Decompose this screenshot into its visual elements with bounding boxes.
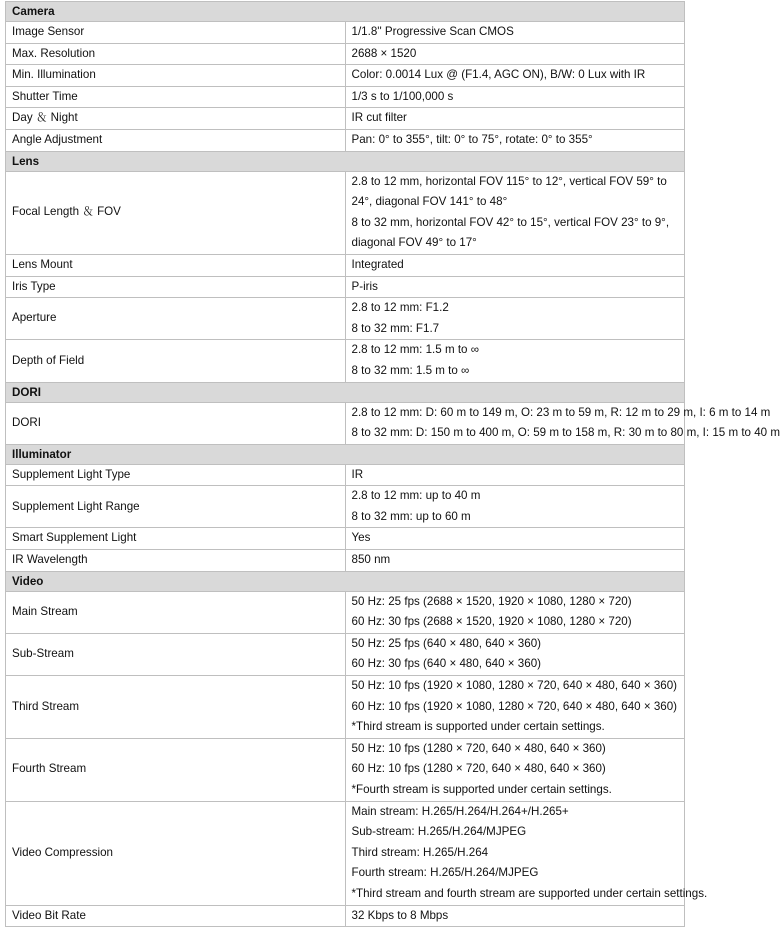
spec-value (345, 65, 685, 87)
spec-value (345, 633, 685, 675)
spec-value-line: 1/1.8'' Progressive Scan CMOS (351, 25, 514, 38)
section-header-row (6, 571, 685, 591)
spec-value-line: IR (351, 467, 364, 481)
spec-label: Video Bit Rate (6, 905, 346, 927)
table-row (6, 528, 685, 550)
spec-value-line: 2.8 to 12 mm, horizontal FOV 115° to 12°, vertical FOV 59° to 24°, diagonal FOV 141° to 48° (351, 174, 667, 209)
spec-value-line: 60 Hz: 30 fps (2688 × 1520, 1920 × 1080, 1280 × 720) (351, 615, 632, 629)
table-row (6, 801, 685, 905)
spec-label: Image Sensor (6, 22, 346, 44)
table-row (6, 738, 685, 801)
spec-value-line: Main stream: H.265/H.264/H.264+/H.265+ (351, 804, 569, 818)
spec-label: Aperture (6, 298, 346, 340)
spec-value-line: Sub-stream: H.265/H.264/MJPEG (351, 825, 527, 839)
table-row (6, 171, 685, 254)
spec-value-line: 8 to 32 mm: F1.7 (351, 321, 440, 335)
spec-value-line: Yes (351, 531, 371, 545)
spec-value (345, 276, 685, 298)
spec-label: Supplement Light Range (6, 486, 346, 528)
spec-value (345, 486, 685, 528)
table-row (6, 298, 685, 340)
spec-value-line: Integrated (351, 257, 404, 271)
table-row (6, 108, 685, 130)
spec-value-line: *Third stream is supported under certain settings. (351, 720, 605, 734)
section-title: Lens (6, 151, 685, 171)
spec-label: Day ＆ Night (6, 108, 346, 130)
spec-label: Lens Mount (6, 254, 346, 276)
section-title: Camera (6, 2, 685, 22)
spec-value (345, 340, 685, 382)
spec-value-line: P-iris (351, 279, 378, 293)
table-row (6, 65, 685, 87)
spec-table-body (6, 2, 780, 927)
spec-label: Angle Adjustment (6, 129, 346, 151)
spec-value-line: Fourth stream: H.265/H.264/MJPEG (351, 866, 539, 880)
spec-value (345, 129, 685, 151)
spec-value-line: Color: 0.0014 Lux @ (F1.4, AGC ON), B/W: 0 Lux with IR (351, 68, 646, 82)
spec-label: Shutter Time (6, 86, 346, 108)
spec-value-line: *Fourth stream is supported under certain settings. (351, 783, 612, 796)
spec-value-line: 8 to 32 mm, horizontal FOV 42° to 15°, vertical FOV 23° to 9°, diagonal FOV 49° to 17° (351, 215, 670, 250)
spec-value-line: 2.8 to 12 mm: F1.2 (351, 301, 449, 315)
spec-label: Min. Illumination (6, 65, 346, 87)
table-row (6, 486, 685, 528)
spec-value-line: 50 Hz: 10 fps (1920 × 1080, 1280 × 720, 640 × 480, 640 × 360) (351, 679, 678, 693)
spec-label: Max. Resolution (6, 43, 346, 65)
table-row (6, 86, 685, 108)
spec-value-line: 8 to 32 mm: up to 60 m (351, 509, 471, 523)
spec-label: Supplement Light Type (6, 464, 346, 486)
section-header-row (6, 151, 685, 171)
table-row (6, 676, 685, 739)
section-header-row (6, 382, 685, 402)
section-header-row (6, 2, 685, 22)
spec-value (345, 738, 685, 801)
spec-label: Sub-Stream (6, 633, 346, 675)
spec-label: Fourth Stream (6, 738, 346, 801)
spec-value (345, 676, 685, 739)
spec-value (345, 801, 708, 905)
spec-value-line: 850 nm (351, 553, 391, 567)
spec-value (345, 905, 685, 927)
spec-value (345, 402, 780, 444)
spec-value (345, 298, 685, 340)
spec-value (345, 108, 685, 130)
spec-value-line: 50 Hz: 10 fps (1280 × 720, 640 × 480, 640 × 360) (351, 741, 606, 755)
table-row (6, 464, 685, 486)
spec-table (5, 1, 780, 927)
table-row (6, 402, 685, 444)
spec-value (345, 591, 685, 633)
spec-value-line: 50 Hz: 25 fps (2688 × 1520, 1920 × 1080, 1280 × 720) (351, 594, 632, 608)
spec-label: Smart Supplement Light (6, 528, 346, 550)
section-title: DORI (6, 382, 685, 402)
table-row (6, 905, 685, 927)
table-row (6, 340, 685, 382)
table-row (6, 633, 685, 675)
spec-value-line: 60 Hz: 10 fps (1920 × 1080, 1280 × 720, 640 × 480, 640 × 360) (351, 699, 678, 713)
spec-value-line: 2.8 to 12 mm: 1.5 m to ∞ (351, 343, 479, 357)
spec-label: Focal Length ＆ FOV (6, 171, 346, 254)
spec-value-line: IR cut filter (351, 111, 407, 125)
section-title: Illuminator (6, 444, 685, 464)
spec-value (345, 464, 685, 486)
spec-value-line: Pan: 0° to 355°, tilt: 0° to 75°, rotate: 0° to 355° (351, 132, 593, 146)
spec-value-line: 8 to 32 mm: 1.5 m to ∞ (351, 363, 470, 377)
spec-value (345, 22, 685, 44)
spec-label: IR Wavelength (6, 550, 346, 572)
section-title: Video (6, 571, 685, 591)
table-row (6, 276, 685, 298)
spec-label: Iris Type (6, 276, 346, 298)
spec-value (345, 528, 685, 550)
section-header-row (6, 444, 685, 464)
spec-label: DORI (6, 402, 346, 444)
spec-value-line: *Third stream and fourth stream are supported under certain settings. (351, 886, 708, 900)
spec-value (345, 86, 685, 108)
spec-value-line: Third stream: H.265/H.264 (351, 845, 489, 859)
spec-label: Depth of Field (6, 340, 346, 382)
spec-value-line: 60 Hz: 10 fps (1280 × 720, 640 × 480, 640 × 360) (351, 762, 606, 776)
spec-label: Video Compression (6, 801, 346, 905)
table-row (6, 254, 685, 276)
table-row (6, 591, 685, 633)
spec-value-line: 2688 × 1520 (351, 46, 417, 60)
table-row (6, 22, 685, 44)
spec-value-line: 8 to 32 mm: D: 150 m to 400 m, O: 59 m to 158 m, R: 30 m to 80 m, I: 15 m to 40 m (351, 426, 780, 440)
table-row (6, 129, 685, 151)
spec-value-line: 2.8 to 12 mm: D: 60 m to 149 m, O: 23 m to 59 m, R: 12 m to 29 m, I: 6 m to 14 m (351, 405, 771, 419)
spec-value-line: 32 Kbps to 8 Mbps (351, 908, 449, 922)
spec-value-line: 1/3 s to 1/100,000 s (351, 89, 454, 103)
spec-label: Main Stream (6, 591, 346, 633)
spec-label: Third Stream (6, 676, 346, 739)
spec-value (345, 43, 685, 65)
spec-value-line: 2.8 to 12 mm: up to 40 m (351, 489, 481, 503)
table-row (6, 550, 685, 572)
spec-value (345, 171, 685, 254)
spec-value (345, 550, 685, 572)
spec-value-line: 60 Hz: 30 fps (640 × 480, 640 × 360) (351, 657, 541, 671)
table-row (6, 43, 685, 65)
spec-value-line: 50 Hz: 25 fps (640 × 480, 640 × 360) (351, 636, 541, 650)
spec-value (345, 254, 685, 276)
